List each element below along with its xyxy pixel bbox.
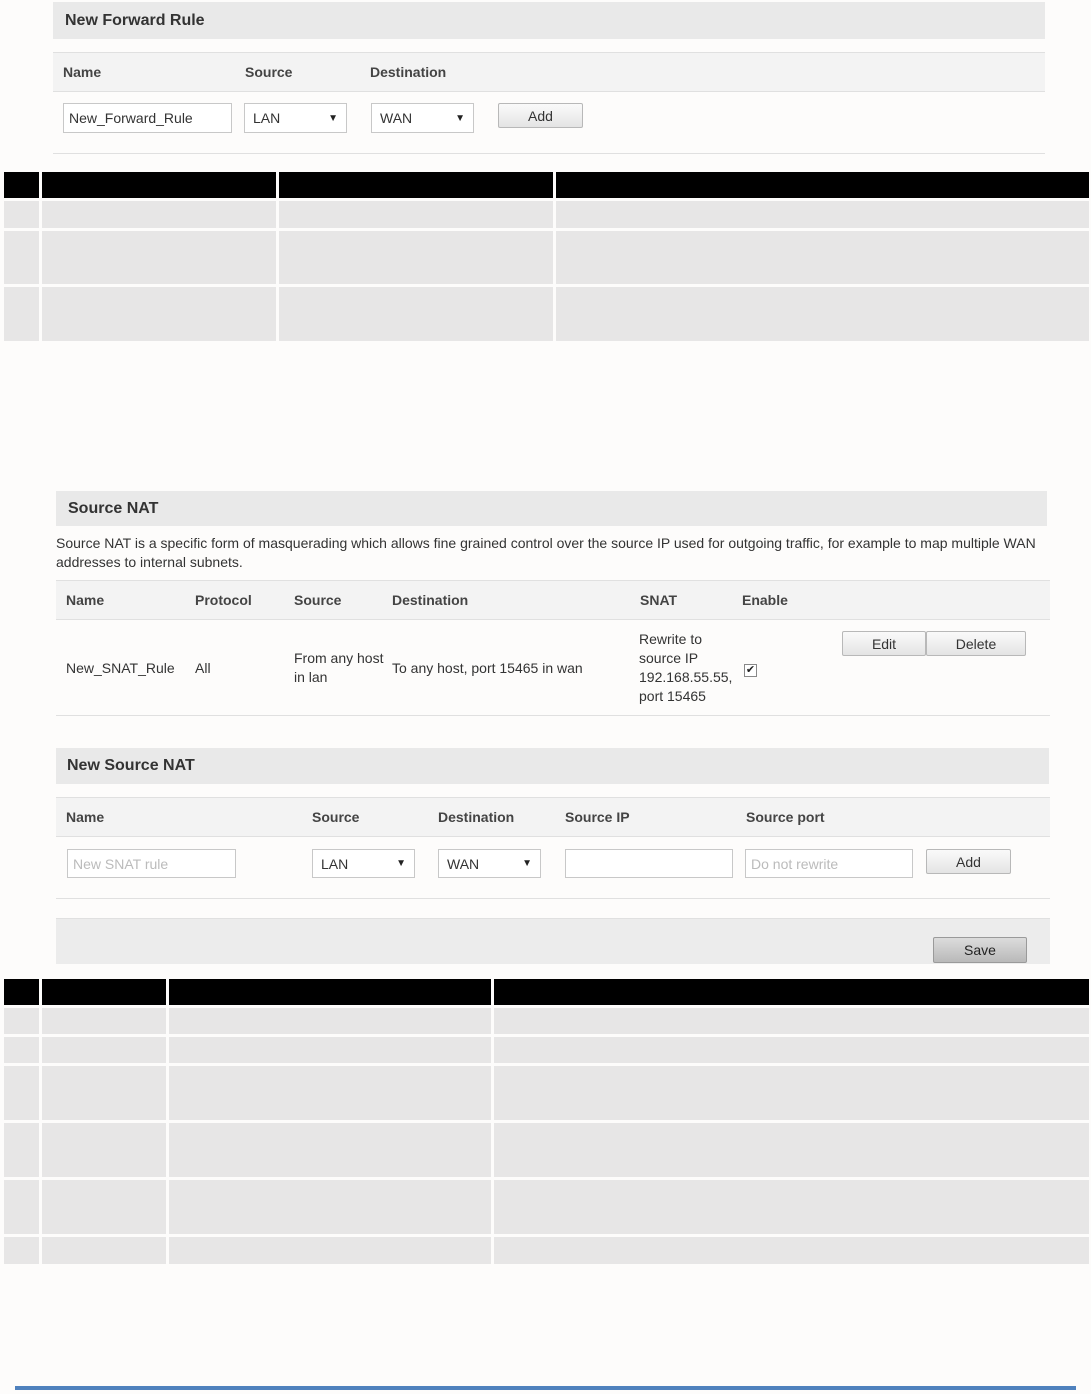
new-snat-destination-value: WAN: [447, 855, 480, 872]
table-cell: [42, 1037, 166, 1063]
page-bottom-rule: [15, 1386, 1076, 1390]
table-cell: [4, 201, 39, 228]
snat-rule-destination: To any host, port 15465 in wan: [392, 660, 583, 676]
table-row: [4, 1180, 1089, 1234]
new-source-nat-header-row: [56, 797, 1050, 837]
table-row: [4, 1037, 1089, 1063]
table-cell: [42, 1237, 166, 1264]
new-source-nat-title: New Source NAT: [67, 757, 195, 774]
table-cell: [494, 1037, 1089, 1063]
table-cell: [279, 287, 553, 341]
snat-rule-snat: Rewrite to source IP 192.168.55.55, port 15465: [639, 631, 733, 704]
table-row: [4, 231, 1089, 284]
snat-header-destination: Destination: [392, 592, 469, 608]
new-snat-header-destination: Destination: [438, 809, 515, 825]
table-cell: [556, 287, 1089, 341]
table-cell: [169, 1180, 491, 1234]
table1-col-separator: [553, 172, 556, 198]
chevron-down-icon: ▼: [396, 858, 406, 869]
table-cell: [42, 287, 276, 341]
forward-header-source: Source: [245, 64, 293, 80]
snat-header-name: Name: [66, 592, 105, 608]
forward-name-input[interactable]: New_Forward_Rule: [63, 103, 232, 133]
snat-rule-source: From any host in lan: [294, 650, 384, 685]
table-cell: [169, 1037, 491, 1063]
source-nat-title: Source NAT: [68, 499, 159, 517]
table-row: [4, 201, 1089, 228]
new-snat-name-input[interactable]: New SNAT rule: [67, 849, 236, 878]
table-cell: [169, 1123, 491, 1177]
snat-header-snat: SNAT: [640, 592, 678, 608]
save-bar: [56, 918, 1050, 964]
snat-header-source: Source: [294, 592, 342, 608]
forward-rule-bottom-divider: [53, 153, 1045, 154]
table-row: [4, 287, 1089, 341]
chevron-down-icon: ▼: [328, 112, 338, 124]
forward-header-name: Name: [63, 64, 102, 80]
forward-rule-title-bar: [53, 2, 1045, 39]
table-cell: [556, 231, 1089, 284]
table2-header: [4, 979, 1089, 1005]
table-cell: [494, 1123, 1089, 1177]
table-cell: [279, 201, 553, 228]
table-cell: [42, 1066, 166, 1120]
table-cell: [42, 231, 276, 284]
table-cell: [42, 1180, 166, 1234]
table1-header: [4, 172, 1089, 198]
new-snat-source-ip-input[interactable]: [565, 849, 733, 878]
snat-edit-button[interactable]: Edit: [842, 631, 926, 656]
source-nat-header-row: [56, 580, 1050, 620]
new-snat-header-name: Name: [66, 809, 105, 825]
table-cell: [4, 231, 39, 284]
table-cell: [169, 1066, 491, 1120]
table-cell: [494, 1066, 1089, 1120]
new-snat-add-button[interactable]: Add: [926, 849, 1011, 874]
forward-source-select[interactable]: [244, 103, 347, 133]
table-row: [4, 1008, 1089, 1034]
table-row: [4, 1237, 1089, 1264]
forward-rule-header-row: [53, 52, 1045, 92]
save-button[interactable]: Save: [933, 937, 1027, 963]
forward-add-button[interactable]: Add: [498, 103, 583, 128]
snat-rule-row: [56, 621, 1050, 716]
table-cell: [4, 1123, 39, 1177]
table-cell: [42, 1123, 166, 1177]
table-cell: [494, 1008, 1089, 1034]
table-cell: [4, 1008, 39, 1034]
table1-col-separator: [39, 172, 42, 198]
table-cell: [4, 1037, 39, 1063]
source-nat-description: Source NAT is a specific form of masquerading which allows fine grained control over the source IP used for outgoing traffic, for example to map multiple WAN addresses to internal subnets.: [56, 535, 1036, 570]
table2-col-separator: [491, 979, 494, 1005]
table-cell: [494, 1180, 1089, 1234]
table-cell: [4, 1066, 39, 1120]
table-cell: [42, 1008, 166, 1034]
forward-source-value: LAN: [253, 110, 281, 126]
table-cell: [279, 231, 553, 284]
new-snat-header-source-ip: Source IP: [565, 809, 630, 825]
table-cell: [556, 201, 1089, 228]
table2-col-separator: [39, 979, 42, 1005]
new-snat-destination-select[interactable]: [438, 849, 541, 878]
table-cell: [169, 1008, 491, 1034]
new-source-nat-title-bar: [56, 748, 1049, 784]
snat-rule-name: New_SNAT_Rule: [66, 660, 175, 676]
table-cell: [494, 1237, 1089, 1264]
snat-enable-checkbox[interactable]: ✔: [745, 664, 756, 676]
table-row: [4, 1066, 1089, 1120]
forward-destination-select[interactable]: [371, 103, 474, 133]
table-cell: [4, 1237, 39, 1264]
table2-col-separator: [166, 979, 169, 1005]
source-nat-title-bar: [56, 491, 1047, 526]
new-snat-source-value: LAN: [321, 855, 349, 872]
snat-header-protocol: Protocol: [195, 592, 252, 608]
new-snat-header-source: Source: [312, 809, 360, 825]
new-snat-source-select[interactable]: [312, 849, 415, 878]
new-snat-divider: [56, 898, 1050, 899]
table-cell: [4, 287, 39, 341]
forward-destination-value: WAN: [380, 110, 413, 126]
new-snat-header-source-port: Source port: [746, 809, 825, 825]
chevron-down-icon: ▼: [522, 858, 532, 869]
snat-header-enable: Enable: [742, 592, 788, 608]
table-cell: [42, 201, 276, 228]
table-row: [4, 1123, 1089, 1177]
table1-col-separator: [276, 172, 279, 198]
forward-header-destination: Destination: [370, 64, 447, 80]
forward-rule-title: New Forward Rule: [65, 11, 205, 29]
snat-delete-button[interactable]: Delete: [926, 631, 1026, 656]
table-cell: [4, 1180, 39, 1234]
snat-rule-protocol: All: [195, 660, 211, 676]
new-snat-source-port-input[interactable]: Do not rewrite: [745, 849, 913, 878]
chevron-down-icon: ▼: [455, 112, 465, 124]
table-cell: [169, 1237, 491, 1264]
